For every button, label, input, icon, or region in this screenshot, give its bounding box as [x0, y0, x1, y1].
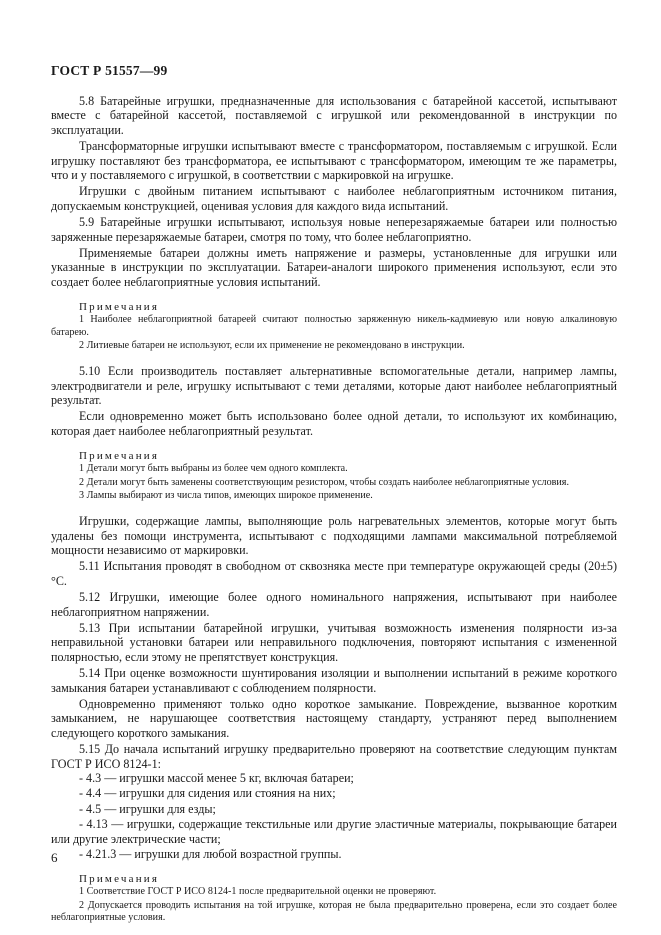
- document-header: ГОСТ Р 51557—99: [51, 63, 168, 78]
- paragraph: 5.8 Батарейные игрушки, предназначенные для использования с батарейной кассетой, испытывают вместе с батарейной кассетой, поставляемой с игрушкой или рекомендованной в инструкции по эксплуатации.: [51, 94, 617, 137]
- note-item: 2 Допускается проводить испытания на той игрушке, которая не была предварительно проверена, если это создает более неблагоприятные условия.: [51, 899, 617, 924]
- note-item: 3 Лампы выбирают из числа типов, имеющих широкое применение.: [79, 489, 373, 501]
- note-item: 2 Литиевые батареи не используют, если их применение не рекомендовано в инструкции.: [79, 339, 465, 351]
- list-item: - 4.4 — игрушки для сидения или стояния на них;: [79, 786, 336, 801]
- notes-title: Примечания: [79, 301, 160, 314]
- list-item: - 4.5 — игрушки для езды;: [79, 801, 216, 816]
- paragraph: 5.11 Испытания проводят в свободном от сквозняка месте при температуре окружающей среды (20±5) °С.: [51, 559, 617, 588]
- paragraph: 5.15 До начала испытаний игрушку предварительно проверяют на соответствие следующим пунктам ГОСТ Р ИСО 8124-1:: [51, 742, 617, 771]
- notes-title: Примечания: [79, 873, 160, 886]
- note-item: 2 Детали могут быть заменены соответствующим резистором, чтобы создать наиболее неблагоприятные условия.: [79, 476, 569, 488]
- list-item: - 4.21.3 — игрушки для любой возрастной группы.: [79, 847, 342, 862]
- note-item: 1 Детали могут быть выбраны из более чем одного комплекта.: [79, 463, 348, 475]
- page-number: 6: [51, 850, 58, 865]
- list-item: - 4.3 — игрушки массой менее 5 кг, включая батареи;: [79, 771, 354, 785]
- paragraph: Трансформаторные игрушки испытывают вместе с трансформатором, поставляемым с игрушкой. Если игрушку поставляют без трансформатора, ее испытывают с трансформатором, имеющим те же параметры, что и у поставляемого с игрушкой, в соответствии с маркировкой на игрушке.: [51, 139, 617, 183]
- paragraph: 5.10 Если производитель поставляет альтернативные вспомогательные детали, например лампы, электродвигатели и реле, игрушку испытывают с теми деталями, которые дают наиболее неблагоприятный результат.: [51, 364, 617, 407]
- note-item: 1 Соответствие ГОСТ Р ИСО 8124-1 после предварительной оценки не проверяют.: [79, 886, 437, 898]
- list-item: - 4.13 — игрушки, содержащие текстильные или другие эластичные материалы, покрывающие батареи или другие электрические части;: [51, 817, 617, 846]
- notes-title: Примечания: [79, 450, 160, 463]
- paragraph: Одновременно применяют только одно короткое замыкание. Повреждение, вызванное коротким замыканием, не нарушающее соответствия настоящему стандарту, устраняют перед выполнением следующего короткого замыкания.: [51, 696, 617, 740]
- paragraph: 5.14 При оценке возможности шунтирования изоляции и выполнении испытаний в режиме короткого замыкания батареи устанавливают с соблюдением полярности.: [51, 666, 617, 695]
- paragraph: 5.13 При испытании батарейной игрушки, учитывая возможность изменения полярности из-за неправильной установки батареи или неправильного подключения, повторяют испытания с измененной полярностью, если этому не препятствует конструкция.: [51, 620, 617, 664]
- paragraph: Применяемые батареи должны иметь напряжение и размеры, установленные для игрушки или указанные в инструкции по эксплуатации. Батареи-аналоги широкого применения используют, если это создает более неблагоприятные условия испытаний.: [51, 246, 617, 289]
- note-item: 1 Наиболее неблагоприятной батареей считают полностью заряженную никель-кадмиевую или новую алкалиновую батарею.: [51, 314, 617, 338]
- paragraph: 5.9 Батарейные игрушки испытывают, используя новые неперезаряжаемые батареи или полностью заряженные перезаряжаемые батареи, смотря по тому, что более неблагоприятно.: [51, 215, 617, 244]
- paragraph: Игрушки с двойным питанием испытывают с наиболее неблагоприятным источником питания, допускаемым конструкцией, оценивая условия для каждого вида испытаний.: [51, 184, 617, 213]
- document-body: [51, 94, 617, 924]
- paragraph: Если одновременно может быть использовано более одной детали, то используют их комбинацию, которая дает наиболее неблагоприятный результат.: [51, 409, 617, 438]
- paragraph: Игрушки, содержащие лампы, выполняющие роль нагревательных элементов, которые могут быть удалены без помощи инструмента, испытывают с подходящими лампами максимальной потребляемой мощности независимо от маркировки.: [51, 514, 617, 557]
- paragraph: 5.12 Игрушки, имеющие более одного номинального напряжения, испытывают при наиболее неблагоприятном напряжении.: [51, 590, 617, 619]
